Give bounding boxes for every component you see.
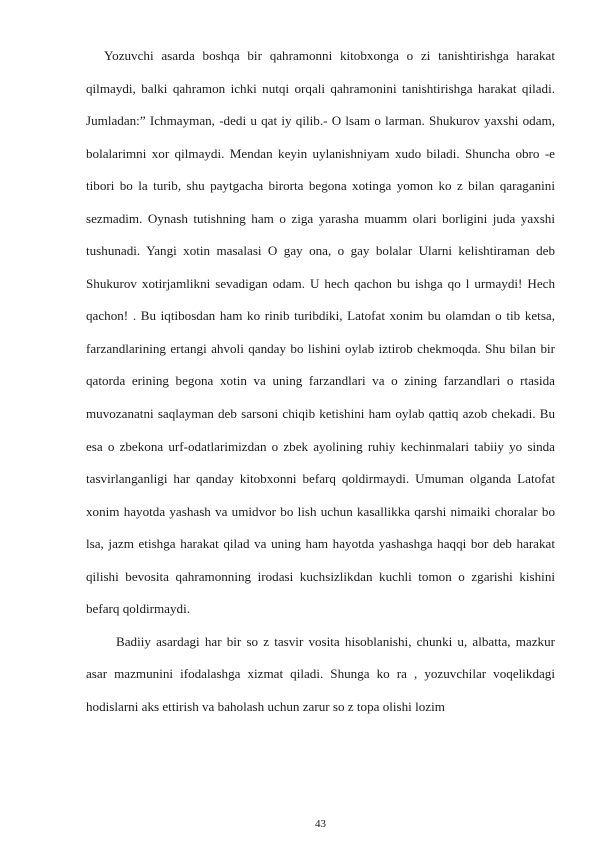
body-text — [86, 40, 555, 723]
paragraph-1: Yozuvchi asarda boshqa bir qahramonni kitobxonga o zi tanishtirishga harakat qilmaydi, balki qahramon ichki nutqi orqali qahramonini tanishtirishga harakat qiladi. Jumladan:” Ichmayman, -dedi u qat iy qilib.- O lsam o larman. Shukurov yaxshi odam, bolalarimni xor qilmaydi. Mendan keyin uylanishniyam xudo biladi. Shuncha obro -e tibori bo la turib, shu paytgacha birorta begona xotinga yomon ko z bilan qaraganini sezmadim. Oynash tutishning ham o ziga yarasha muamm olari borligini juda yaxshi tushunadi. Yangi xotin masalasi O gay ona, o gay bolalar Ularni kelishtiraman deb Shukurov xotirjamlikni sevadigan odam. U hech qachon bu ishga qo l urmaydi! Hech qachon! . Bu iqtibosdan ham ko rinib turibdiki, Latofat xonim bu olamdan o tib ketsa, farzandlarining ertangi ahvoli qanday bo lishini oylab iztirob chekmoqda. Shu bilan bir qatorda erining begona xotin va uning farzandlari va o zining farzandlari o rtasida muvozanatni saqlayman deb sarsoni chiqib ketishini ham oylab qattiq azob chekadi. Bu esa o zbekona urf-odatlarimizdan o zbek ayolining ruhiy kechinmalari tabiiy yo sinda tasvirlanganligi har qanday kitobxonni befarq qoldirmaydi. Umuman olganda Latofat xonim hayotda yashash va umidvor bo lish uchun kasallikka qarshi nimaiki choralar bo lsa, jazm etishga harakat qilad va uning ham hayotda yashashga haqqi bor deb harakat qilishi bevosita qahramonning irodasi kuchsizlikdan kuchli tomon o zgarishi kishini befarq qoldirmaydi. — [86, 48, 555, 617]
page-number: 43 — [315, 818, 326, 830]
paragraph-2: Badiiy asardagi har bir so z tasvir vosita hisoblanishi, chunki u, albatta, mazkur asar mazmunini ifodalashga xizmat qiladi. Shunga ko ra , yozuvchilar voqelikdagi hodislarni aks ettirish va baholash uchun zarur so z topa olishi lozim — [86, 633, 555, 714]
